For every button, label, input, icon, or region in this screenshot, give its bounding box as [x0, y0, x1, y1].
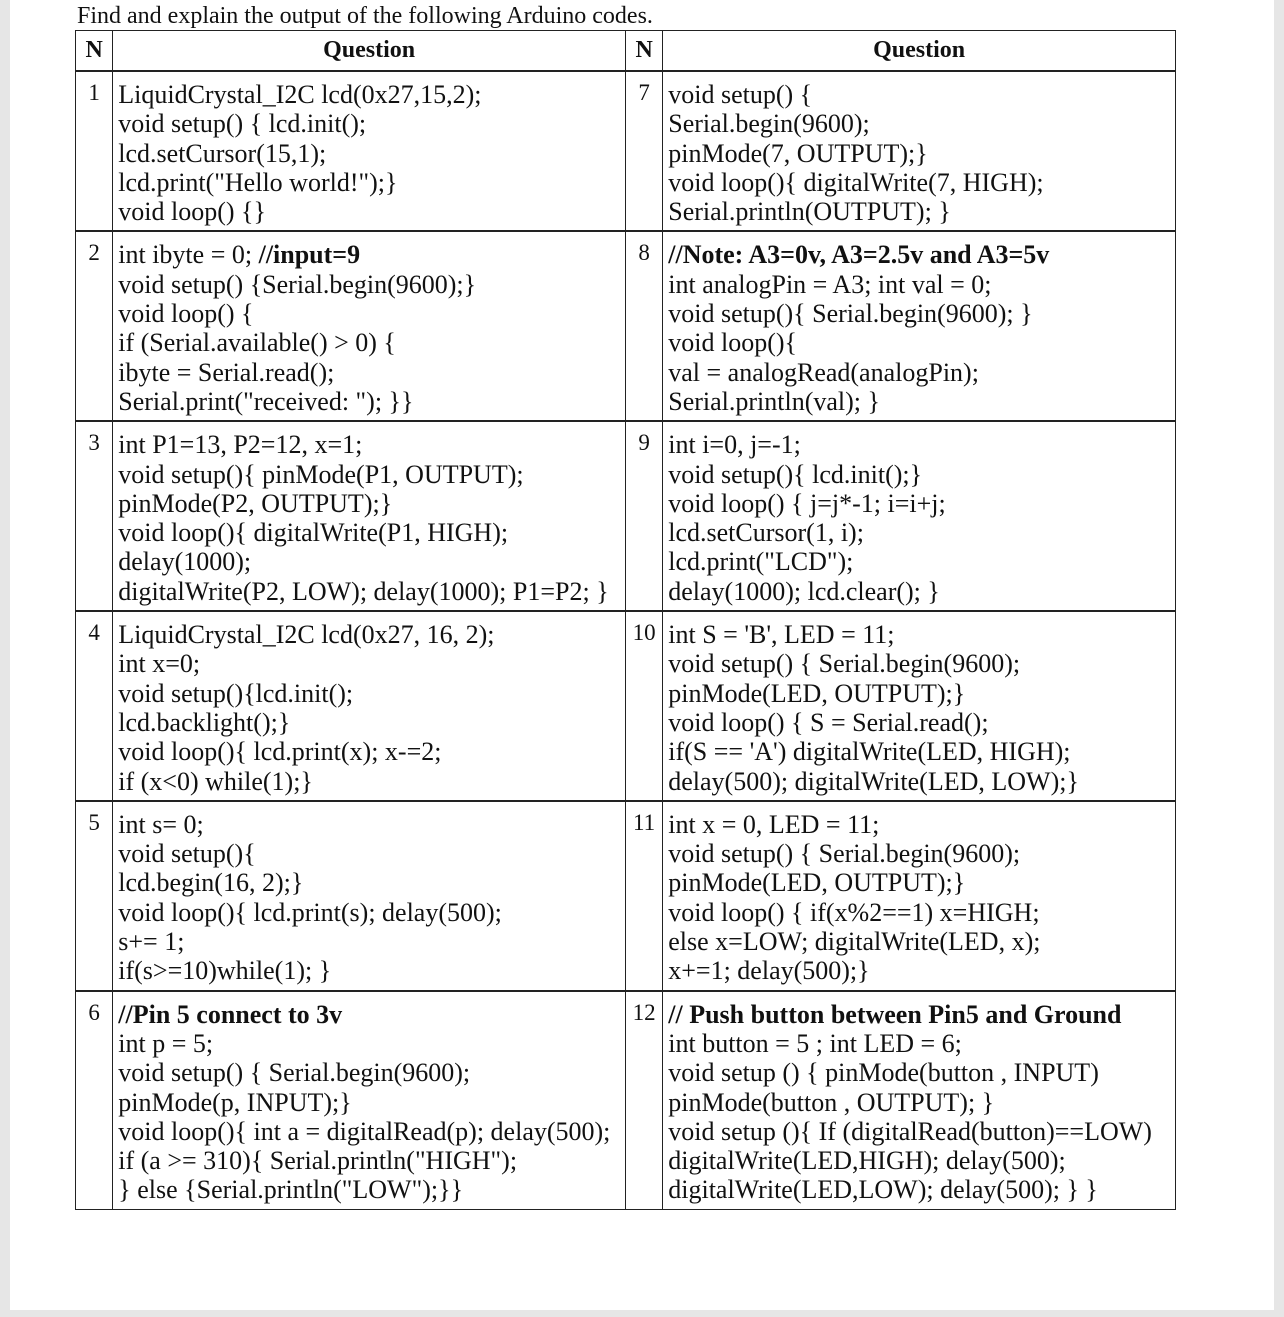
code-line: lcd.backlight();} — [118, 707, 291, 737]
code-line: void setup() {Serial.begin(9600);} — [118, 269, 477, 299]
code-line: x+=1; delay(500);} — [668, 956, 870, 986]
code-line: lcd.print("Hello world!");} — [118, 167, 398, 197]
code-line: lcd.print("LCD"); — [668, 547, 854, 577]
code-line: LiquidCrystal_I2C lcd(0x27,15,2); — [118, 80, 482, 109]
code-line: void loop() { if(x%2==1) x=HIGH; — [668, 897, 1040, 927]
code-line: lcd.setCursor(15,1); — [118, 138, 327, 168]
code-line: digitalWrite(LED,LOW); delay(500); } } — [668, 1175, 1098, 1205]
question-code-10 — [663, 611, 1176, 801]
code-line: if (Serial.available() > 0) { — [118, 328, 396, 358]
code-text: int ibyte = 0; — [118, 240, 259, 270]
code-line: int i=0, j=-1; — [668, 430, 801, 460]
code-line: else x=LOW; digitalWrite(LED, x); — [668, 927, 1041, 957]
question-number: 12 — [625, 991, 662, 1210]
code-line: void setup() { Serial.begin(9600); — [118, 1058, 471, 1088]
code-comment-line: //Note: A3=0v, A3=2.5v and A3=5v — [668, 240, 1050, 270]
table-row — [76, 421, 1176, 611]
code-line: void setup() { — [668, 80, 813, 109]
code-line: void loop() { S = Serial.read(); — [668, 707, 989, 737]
question-code-12 — [663, 991, 1176, 1210]
table-header-row — [76, 31, 1176, 72]
question-number: 11 — [625, 801, 662, 991]
code-line: int P1=13, P2=12, x=1; — [118, 430, 363, 460]
code-line: int button = 5 ; int LED = 6; — [668, 1028, 962, 1058]
question-code-2 — [113, 231, 626, 421]
code-line: void loop(){ int a = digitalRead(p); delay(500); — [118, 1116, 611, 1146]
question-number: 4 — [76, 611, 113, 801]
code-comment-line: //Pin 5 connect to 3v — [118, 999, 343, 1029]
code-line: int S = 'B', LED = 11; — [668, 620, 895, 650]
code-line: delay(1000); — [118, 547, 252, 577]
code-line: LiquidCrystal_I2C lcd(0x27, 16, 2); — [118, 620, 495, 650]
code-line: pinMode(LED, OUTPUT);} — [668, 868, 966, 898]
table-row — [76, 611, 1176, 801]
code-line: digitalWrite(LED,HIGH); delay(500); — [668, 1146, 1066, 1176]
question-number: 8 — [625, 231, 662, 421]
code-line: void loop() {} — [118, 197, 266, 227]
code-line: void setup() { Serial.begin(9600); — [668, 649, 1021, 679]
table-row — [76, 801, 1176, 991]
code-line: } else {Serial.println("LOW");}} — [118, 1175, 464, 1205]
code-line: pinMode(7, OUTPUT);} — [668, 138, 928, 168]
question-number: 6 — [76, 991, 113, 1210]
question-number: 7 — [625, 71, 662, 231]
code-line: void loop() { j=j*-1; i=i+j; — [668, 488, 946, 518]
code-line: void setup(){ Serial.begin(9600); } — [668, 299, 1033, 329]
code-line: void loop(){ lcd.print(x); x-=2; — [118, 737, 442, 767]
question-code-11 — [663, 801, 1176, 991]
code-line: pinMode(button , OUTPUT); } — [668, 1087, 995, 1117]
code-line: s+= 1; — [118, 927, 185, 957]
table-row — [76, 231, 1176, 421]
code-line: digitalWrite(P2, LOW); delay(1000); P1=P2; } — [118, 576, 609, 606]
code-line: int x=0; — [118, 649, 201, 679]
question-code-1 — [113, 71, 626, 231]
header-n-right: N — [625, 31, 662, 72]
code-line: void loop() { — [118, 299, 254, 329]
code-line: int p = 5; — [118, 1028, 214, 1058]
code-line: delay(1000); lcd.clear(); } — [668, 576, 940, 606]
instruction-text: Find and explain the output of the following Arduino codes. — [77, 2, 1175, 31]
code-comment: //input=9 — [258, 240, 361, 270]
question-code-7 — [663, 71, 1176, 231]
code-line: lcd.setCursor(1, i); — [668, 518, 864, 548]
question-number: 3 — [76, 421, 113, 611]
code-line: pinMode(p, INPUT);} — [118, 1087, 352, 1117]
code-line: if(S == 'A') digitalWrite(LED, HIGH); — [668, 737, 1071, 767]
header-question-right: Question — [663, 31, 1176, 72]
code-line: Serial.println(OUTPUT); } — [668, 197, 951, 227]
code-line — [118, 240, 621, 269]
code-line: val = analogRead(analogPin); — [668, 357, 979, 387]
code-line: Serial.print("received: "); }} — [118, 386, 414, 416]
code-comment-line: // Push button between Pin5 and Ground — [668, 999, 1122, 1029]
code-line: Serial.println(val); } — [668, 386, 881, 416]
question-code-9 — [663, 421, 1176, 611]
code-line: void setup(){ lcd.init();} — [668, 459, 923, 489]
code-line: void setup() { lcd.init(); — [118, 109, 367, 139]
code-line: if (a >= 310){ Serial.println("HIGH"); — [118, 1146, 518, 1176]
code-line: int s= 0; — [118, 809, 204, 839]
code-line: ibyte = Serial.read(); — [118, 357, 335, 387]
question-number: 9 — [625, 421, 662, 611]
code-line: void setup (){ If (digitalRead(button)==LOW) — [668, 1116, 1152, 1146]
question-code-8 — [663, 231, 1176, 421]
question-number: 5 — [76, 801, 113, 991]
code-line: delay(500); digitalWrite(LED, LOW);} — [668, 766, 1079, 796]
code-line: void setup() { Serial.begin(9600); — [668, 839, 1021, 869]
header-n-left: N — [76, 31, 113, 72]
code-line: void loop(){ — [668, 328, 797, 358]
code-line: void loop(){ digitalWrite(P1, HIGH); — [118, 518, 509, 548]
table-row — [76, 71, 1176, 231]
code-line: void loop(){ lcd.print(s); delay(500); — [118, 897, 502, 927]
code-line: if(s>=10)while(1); } — [118, 956, 332, 986]
code-line: void setup () { pinMode(button , INPUT) — [668, 1058, 1099, 1088]
questions-table — [75, 30, 1176, 1210]
table-row — [76, 991, 1176, 1210]
code-line: pinMode(LED, OUTPUT);} — [668, 678, 966, 708]
code-line: pinMode(P2, OUTPUT);} — [118, 488, 393, 518]
question-code-3 — [113, 421, 626, 611]
code-line: void setup(){ pinMode(P1, OUTPUT); — [118, 459, 524, 489]
question-code-4 — [113, 611, 626, 801]
code-line: Serial.begin(9600); — [668, 109, 870, 139]
question-number: 1 — [76, 71, 113, 231]
code-line: lcd.begin(16, 2);} — [118, 868, 304, 898]
question-code-5 — [113, 801, 626, 991]
question-number: 2 — [76, 231, 113, 421]
code-line: void setup(){ — [118, 839, 256, 869]
question-number: 10 — [625, 611, 662, 801]
header-question-left: Question — [113, 31, 626, 72]
code-line: int analogPin = A3; int val = 0; — [668, 269, 992, 299]
question-code-6 — [113, 991, 626, 1210]
code-line: void setup(){lcd.init(); — [118, 678, 354, 708]
code-line: void loop(){ digitalWrite(7, HIGH); — [668, 167, 1044, 197]
code-line: int x = 0, LED = 11; — [668, 809, 880, 839]
code-line: if (x<0) while(1);} — [118, 766, 313, 796]
